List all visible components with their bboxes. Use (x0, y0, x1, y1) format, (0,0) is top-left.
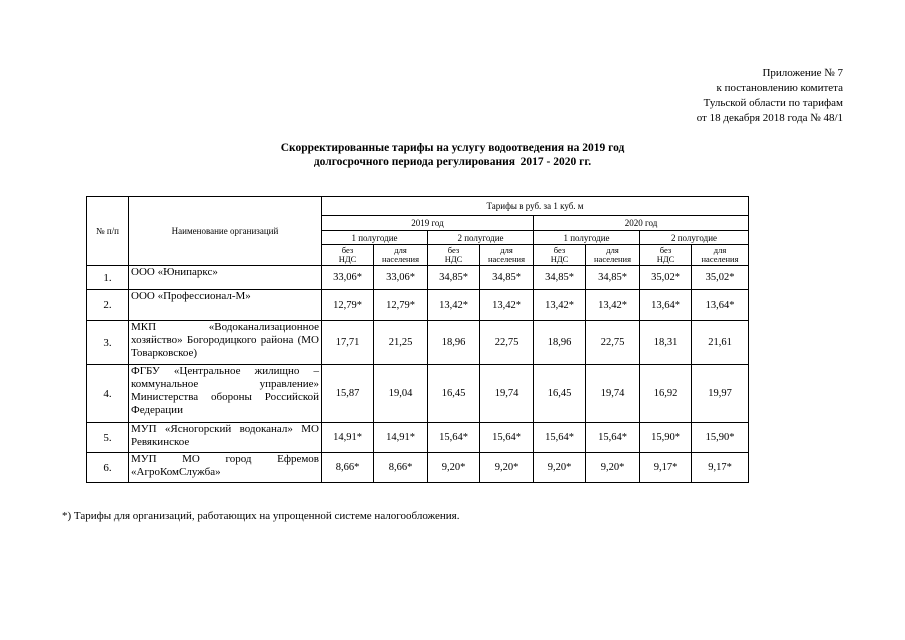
tariff-value: 34,85* (480, 266, 534, 290)
tariff-value: 12,79* (374, 290, 428, 321)
organization-name: ООО «Профессионал-М» (129, 290, 322, 321)
row-number: 6. (87, 453, 129, 483)
population-header (692, 245, 749, 266)
tariff-value: 9,20* (480, 453, 534, 483)
row-number: 5. (87, 423, 129, 453)
tariff-value: 9,20* (586, 453, 640, 483)
title-line-1: Скорректированные тарифы на услугу водоотведения на 2019 год (280, 142, 625, 154)
tariff-value: 35,02* (692, 266, 749, 290)
year-header-2019: 2019 год (322, 216, 534, 231)
tariffs-table (86, 196, 749, 483)
tariff-value: 16,92 (640, 365, 692, 423)
no-vat-header-line: без (553, 245, 566, 255)
tariff-value: 34,85* (586, 266, 640, 290)
table-row (87, 453, 749, 483)
table-row (87, 365, 749, 423)
row-number: 1. (87, 266, 129, 290)
tariff-value: 15,64* (480, 423, 534, 453)
no-vat-header (322, 245, 374, 266)
population-header (374, 245, 428, 266)
tariff-value: 19,74 (480, 365, 534, 423)
half-header: 1 полугодие (534, 231, 640, 245)
table-row (87, 266, 749, 290)
tariff-value: 19,74 (586, 365, 640, 423)
half-header: 2 полугодие (428, 231, 534, 245)
appendix-number: Приложение № 7 (762, 67, 843, 79)
population-header-line: для (500, 245, 513, 255)
row-number: 2. (87, 290, 129, 321)
half-header: 1 полугодие (322, 231, 428, 245)
tariff-value: 33,06* (374, 266, 428, 290)
population-header-line: населения (382, 254, 419, 264)
population-header (480, 245, 534, 266)
organization-name: МУП МО город Ефремов «АгроКомСлужба» (129, 453, 322, 483)
row-number: 3. (87, 321, 129, 365)
population-header (586, 245, 640, 266)
tariff-value: 15,64* (428, 423, 480, 453)
population-header-line: для (394, 245, 407, 255)
tariff-value: 12,79* (322, 290, 374, 321)
tariff-value: 35,02* (640, 266, 692, 290)
tariff-value: 13,64* (640, 290, 692, 321)
no-vat-header-line: без (659, 245, 672, 255)
tariff-value: 13,42* (428, 290, 480, 321)
tariff-value: 19,04 (374, 365, 428, 423)
population-header-line: для (606, 245, 619, 255)
organization-name: ООО «Юнипаркс» (129, 266, 322, 290)
no-vat-header-line: НДС (656, 254, 675, 264)
tariff-value: 9,17* (640, 453, 692, 483)
tariff-value: 17,71 (322, 321, 374, 365)
appendix-header (697, 66, 843, 126)
tariff-value: 15,90* (640, 423, 692, 453)
tariff-value: 18,96 (428, 321, 480, 365)
tariff-value: 9,17* (692, 453, 749, 483)
table-row (87, 321, 749, 365)
tariff-value: 22,75 (586, 321, 640, 365)
tariff-value: 14,91* (322, 423, 374, 453)
tariff-value: 13,64* (692, 290, 749, 321)
no-vat-header-line: НДС (550, 254, 569, 264)
half-header: 2 полугодие (640, 231, 749, 245)
tariff-value: 14,91* (374, 423, 428, 453)
population-header-line: населения (488, 254, 525, 264)
tariff-value: 19,97 (692, 365, 749, 423)
no-vat-header (534, 245, 586, 266)
no-vat-header-line: НДС (444, 254, 463, 264)
tariff-value: 15,87 (322, 365, 374, 423)
col-header-organization: Наименование организаций (129, 197, 322, 266)
organization-name: МКП «Водоканализационное хозяйство» Богородицкого района (МО Товарковское) (129, 321, 322, 365)
tariff-value: 18,31 (640, 321, 692, 365)
tariff-value: 34,85* (428, 266, 480, 290)
appendix-committee: Тульской области по тарифам (703, 97, 843, 109)
tariff-value: 13,42* (586, 290, 640, 321)
no-vat-header-line: без (341, 245, 354, 255)
no-vat-header-line: без (447, 245, 460, 255)
tariff-value: 34,85* (534, 266, 586, 290)
tariff-value: 13,42* (534, 290, 586, 321)
tariff-value: 33,06* (322, 266, 374, 290)
tariff-value: 8,66* (374, 453, 428, 483)
organization-name: ФГБУ «Центральное жилищно – коммунальное управление» Министерства обороны Российской Федерации (129, 365, 322, 423)
tariff-value: 22,75 (480, 321, 534, 365)
tariff-header: Тарифы в руб. за 1 куб. м (322, 197, 749, 216)
appendix-date: от 18 декабря 2018 года № 48/1 (696, 112, 843, 124)
table-row (87, 290, 749, 321)
appendix-resolution: к постановлению комитета (716, 82, 843, 94)
document-title (0, 141, 905, 169)
no-vat-header (640, 245, 692, 266)
population-header-line: населения (701, 254, 739, 264)
tariff-value: 8,66* (322, 453, 374, 483)
population-header-line: для (713, 245, 727, 255)
tariff-value: 15,90* (692, 423, 749, 453)
tariff-value: 9,20* (534, 453, 586, 483)
footnote: *) Тарифы для организаций, работающих на упрощенной системе налогообложения. (62, 510, 460, 522)
col-header-number: № п/п (87, 197, 129, 266)
table-row (87, 423, 749, 453)
tariff-value: 13,42* (480, 290, 534, 321)
no-vat-header (428, 245, 480, 266)
tariff-value: 16,45 (428, 365, 480, 423)
year-header-2020: 2020 год (534, 216, 749, 231)
row-number: 4. (87, 365, 129, 423)
tariff-value: 18,96 (534, 321, 586, 365)
tariff-value: 16,45 (534, 365, 586, 423)
tariff-value: 21,61 (692, 321, 749, 365)
tariff-value: 21,25 (374, 321, 428, 365)
tariff-value: 15,64* (586, 423, 640, 453)
no-vat-header-line: НДС (338, 254, 357, 264)
population-header-line: населения (594, 254, 631, 264)
title-line-2: долгосрочного периода регулирования 2017 - 2020 гг. (313, 156, 592, 168)
tariff-value: 9,20* (428, 453, 480, 483)
tariff-value: 15,64* (534, 423, 586, 453)
organization-name: МУП «Ясногорский водоканал» МО Ревякинское (129, 423, 322, 453)
